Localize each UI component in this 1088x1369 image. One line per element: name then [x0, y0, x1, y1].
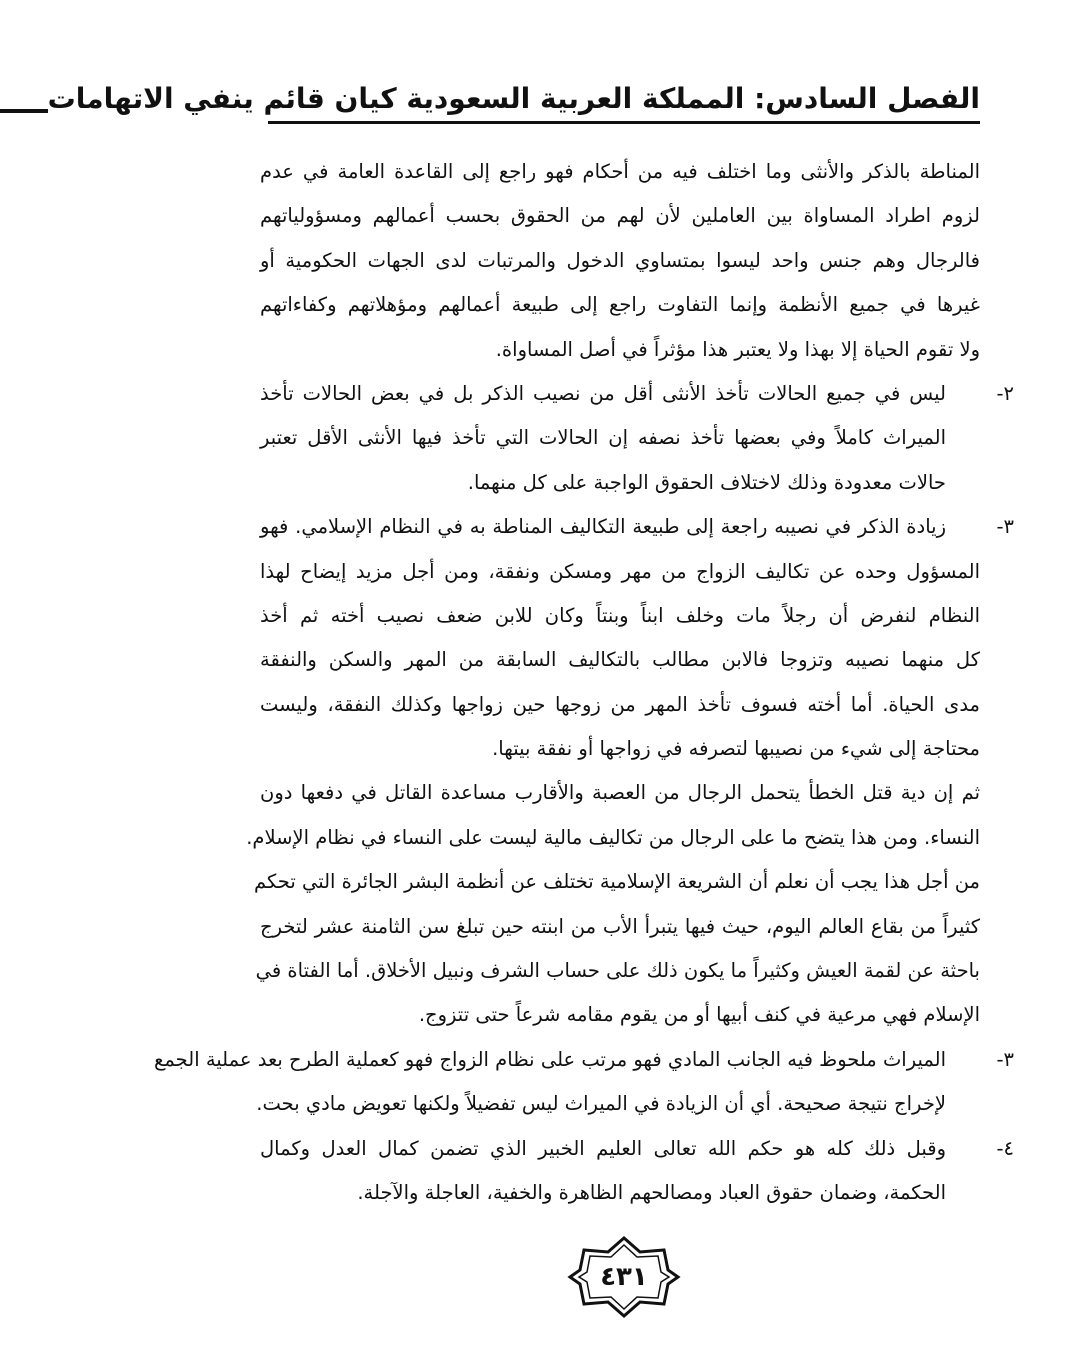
item-text: الميراث ملحوظ فيه الجانب المادي فهو مرتب على نظام الزواج فهو كعملية الطرح بعد عملية الجمع	[154, 1047, 946, 1071]
list-item-line	[260, 372, 1014, 416]
text-line: الميراث كاملاً وفي بعضها تأخذ نصفه إن الحالات التي تأخذ فيها الأنثى الأقل تعتبر	[260, 426, 946, 450]
text-line: النظام لنفرض أن رجلاً مات وخلف ابناً وبنتاً وكان للابن ضعف نصيب أخته ثم أخذ	[260, 603, 980, 627]
list-item-line	[260, 1127, 1014, 1171]
text-line: حالات معدودة وذلك لاختلاف الحقوق الواجبة على كل منهما.	[467, 470, 946, 494]
item-number: ٣-	[996, 515, 1014, 539]
page-number: ٤٣١	[600, 1262, 648, 1292]
text-line: مدى الحياة. أما أخته فسوف تأخذ المهر من زوجها حين زواجها وكذلك النفقة، وليست	[260, 692, 980, 716]
item-text: وقبل ذلك كله هو حكم الله تعالى العليم الخبير الذي تضمن كمال العدل وكمال	[260, 1136, 946, 1160]
page-number-badge	[568, 1236, 680, 1318]
text-line: النساء. ومن هذا يتضح ما على الرجال من تكاليف مالية ليست على النساء في نظام الإسلام.	[246, 825, 980, 849]
item-number: ٣-	[996, 1047, 1014, 1071]
header-decorative-bar	[0, 109, 48, 113]
text-line: كل منهما نصيبه وتزوجا فالابن مطالب بالتكاليف السابقة من المهر والسكن والنفقة	[260, 648, 980, 672]
item-text: زيادة الذكر في نصيبه راجعة إلى طبيعة التكاليف المناطة به في النظام الإسلامي. فهو	[260, 515, 946, 539]
item-number: ٢-	[996, 381, 1014, 405]
list-item-line	[260, 505, 1014, 549]
text-line: فالرجال وهم جنس واحد ليسوا بمتساوي الدخول والمرتبات لدى الجهات الحكومية أو	[260, 248, 980, 272]
text-line: الإسلام فهي مرعية في كنف أبيها أو من يقوم مقامه شرعاً حتى تتزوج.	[418, 1003, 980, 1027]
text-line: لزوم اطراد المساواة بين العاملين لأن لهم من الحقوق بحسب أعمالهم ومسؤولياتهم	[260, 204, 980, 228]
text-line: غيرها في جميع الأنظمة وإنما التفاوت راجع إلى طبيعة أعمالهم ومؤهلاتهم وكفاءاتهم	[260, 293, 980, 317]
page-body	[154, 150, 1014, 1215]
text-line: لإخراج نتيجة صحيحة. أي أن الزيادة في الميراث ليس تفضيلاً ولكنها تعويض مادي بحت.	[256, 1092, 946, 1116]
text-line: كثيراً من بقاع العالم اليوم، حيث فيها يتبرأ الأب من ابنته حين تبلغ سن الثامنة عشر لتخرج	[260, 914, 980, 938]
text-line: المسؤول وحده عن تكاليف الزواج من مهر ومسكن ونفقة، ومن أجل مزيد إيضاح لهذا	[260, 559, 980, 583]
text-line: ولا تقوم الحياة إلا بهذا ولا يعتبر هذا مؤثراً في أصل المساواة.	[495, 337, 980, 361]
text-line: المناطة بالذكر والأنثى وما اختلف فيه من أحكام فهو راجع إلى القاعدة العامة في عدم	[260, 160, 980, 183]
list-item-line	[154, 1038, 1014, 1082]
text-line: الحكمة، وضمان حقوق العباد ومصالحهم الظاهرة والخفية، العاجلة والآجلة.	[357, 1180, 946, 1204]
item-text: ليس في جميع الحالات تأخذ الأنثى أقل من نصيب الذكر بل في بعض الحالات تأخذ	[260, 381, 946, 405]
header-rule	[268, 121, 980, 124]
text-line: ثم إن دية قتل الخطأ يتحمل الرجال من العصبة والأقارب مساعدة القاتل في دفعها دون	[260, 781, 980, 805]
running-header	[47, 78, 980, 120]
item-number: ٤-	[996, 1136, 1014, 1160]
text-line: من أجل هذا يجب أن نعلم أن الشريعة الإسلامية تختلف عن أنظمة البشر الجائرة التي تحكم	[254, 870, 980, 894]
text-line: محتاجة إلى شيء من نصيبها لتصرفه في زواجها أو نفقة بيتها.	[492, 737, 980, 761]
text-line: باحثة عن لقمة العيش وكثيراً ما يكون ذلك على حساب الشرف ونبيل الأخلاق. أما الفتاة في	[255, 959, 980, 983]
chapter-title: الفصل السادس: المملكة العربية السعودية كيان قائم ينفي الاتهامات	[47, 82, 980, 115]
